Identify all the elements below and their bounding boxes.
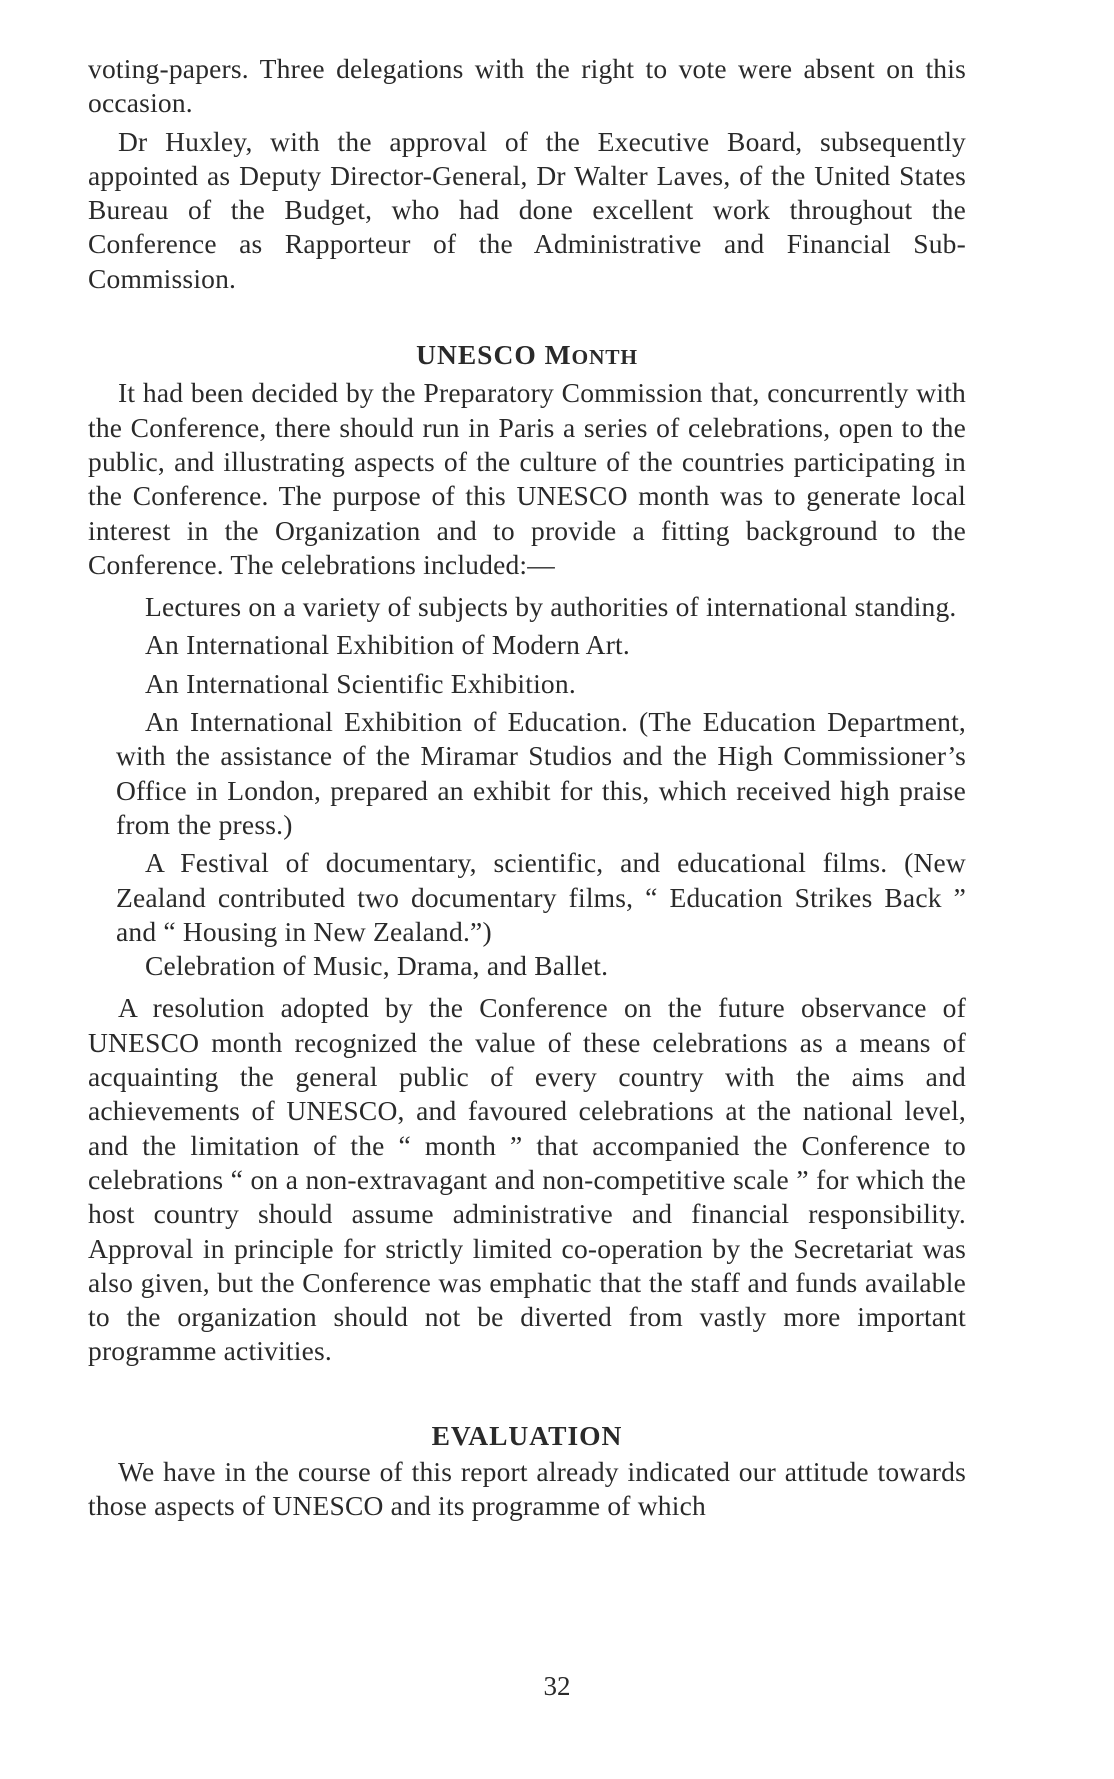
list-item: Celebration of Music, Drama, and Ballet. (145, 950, 609, 982)
heading-unesco-month-small: ONTH (571, 345, 638, 370)
list-item: An International Scientific Exhibition. (145, 667, 576, 699)
page-number: 32 (543, 1671, 571, 1701)
paragraph-unesco-month-intro: It had been decided by the Preparatory Commission that, concurrently with the Conference, there should run in Paris a series of celebrations, open to the public, and illustrating aspects of the culture of the countries participating in the Conference. The purpose of this UNESCO month was to generate local interest in the Organization and to provide a fitting background to the Conference. The celebrations included:— (88, 377, 966, 580)
paragraph-deputy-director: Dr Huxley, with the approval of the Executive Board, subsequently appointed as Deputy Director-General, Dr Walter Laves, of the United States Bureau of the Budget, who had done excellent work throughout the Conference as Rapporteur of the Administrative and Financial Sub-Commission. (88, 125, 966, 294)
list-item: An International Exhibition of Education. (The Education Department, with the assistance of the Miramar Studios and the High Commissioner’s Office in London, prepared an exhibit for this, which received high praise from the press.) (116, 706, 966, 840)
list-item: A Festival of documentary, scientific, and educational films. (New Zealand contributed two documentary films, “ Education Strikes Back ” and “ Housing in New Zealand.”) (116, 847, 966, 947)
celebrations-list (88, 590, 966, 983)
heading-unesco-month (88, 338, 966, 374)
list-item: An International Exhibition of Modern Art. (145, 629, 630, 661)
page-content (88, 52, 966, 1524)
paragraph-voting-papers: voting-papers. Three delegations with the right to vote were absent on this occasion. (88, 53, 966, 119)
heading-unesco-month-main: UNESCO M (416, 339, 572, 371)
heading-evaluation: EVALUATION (431, 1419, 623, 1451)
paragraph-evaluation: We have in the course of this report already indicated our attitude towards those aspects of UNESCO and its programme of which (88, 1455, 966, 1522)
paragraph-resolution: A resolution adopted by the Conference on the future observance of UNESCO month recognized the value of these celebrations as a means of acquainting the general public of every country with the aims and achievements of UNESCO, and favoured celebrations at the national level, and the limitation of the “ month ” that accompanied the Conference to celebrations “ on a non-extravagant and non-competitive scale ” for which the host country should assume administrative and financial responsibility. Approval in principle for strictly limited co-operation by the Secretariat was also given, but the Conference was emphatic that the staff and funds available to the organization should not be diverted from vastly more important programme activities. (88, 992, 966, 1367)
list-item: Lectures on a variety of subjects by authorities of international standing. (145, 591, 957, 623)
